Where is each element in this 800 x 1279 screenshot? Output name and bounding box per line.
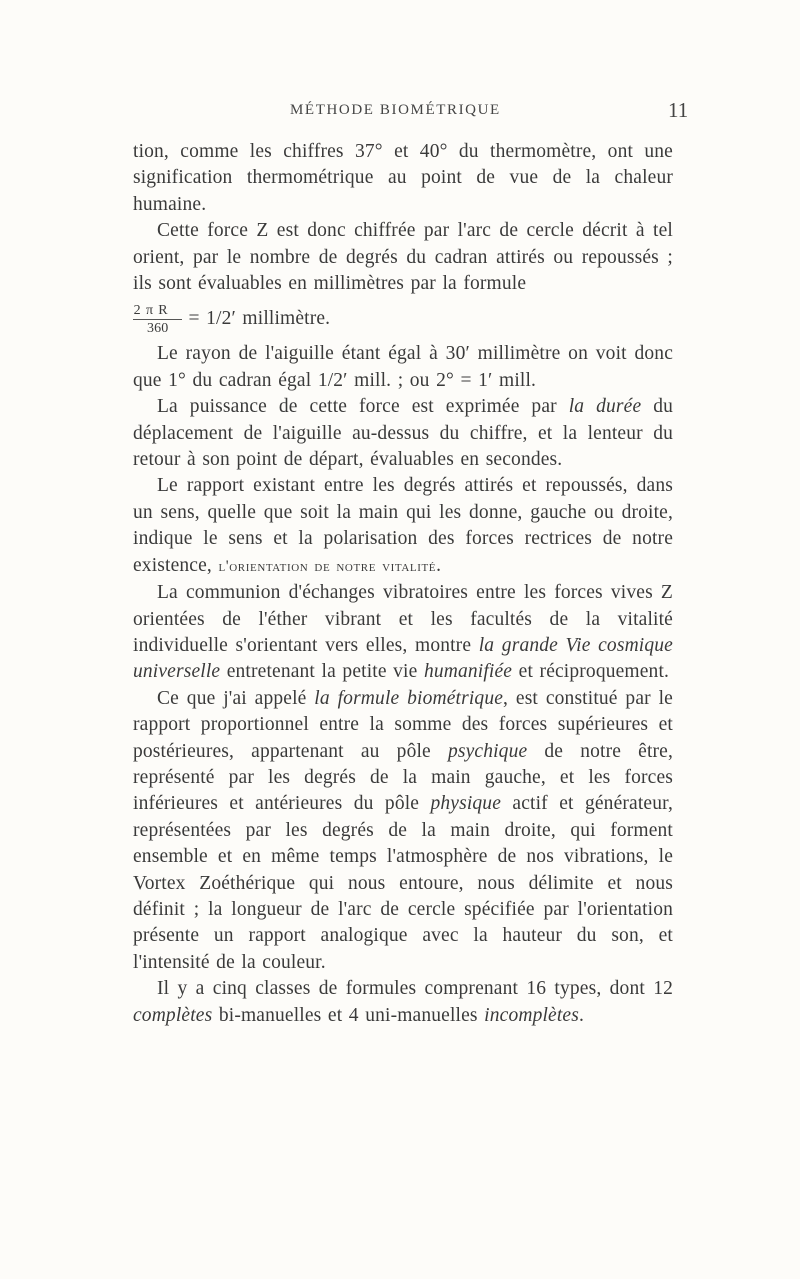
paragraph-8-text-b: bi-manuelles et 4 uni-manuelles <box>212 1004 485 1026</box>
paragraph-7-text-a: Ce que j'ai appelé <box>157 687 315 709</box>
paragraph-5-text-b: . <box>436 554 442 576</box>
paragraph-5 <box>133 473 673 580</box>
page-number: 11 <box>668 98 689 122</box>
paragraph-6-text-b: entretenant la petite vie <box>220 661 424 683</box>
running-title: MÉTHODE BIOMÉTRIQUE <box>290 102 501 118</box>
formula-numerator: 2 π R <box>133 302 168 318</box>
running-head <box>0 98 800 126</box>
paragraph-6-text-c: et réciproquement. <box>512 661 670 683</box>
formula-result: = 1/2′ millimètre. <box>188 308 331 330</box>
paragraph-4-text-a: La puissance de cette force est exprimée par <box>157 396 569 418</box>
paragraph-7 <box>133 686 673 976</box>
paragraph-7-text-b: , est constitué par le rapport proportionnel entre la somme des forces supérieures et postérieures, appartenant au pôle <box>133 687 673 762</box>
paragraph-1: tion, comme les chiffres 37° et 40° du thermomètre, ont une signification thermométrique au point de vue de la chaleur humaine. <box>133 141 673 215</box>
emphasis-physique: physique <box>430 793 502 815</box>
paragraph-7-text-c: de notre être, représenté par les degrés de la main gauche, et les forces inférieures et antérieures du pôle <box>133 740 673 815</box>
emphasis-completes: complètes <box>133 1004 213 1026</box>
emphasis-psychique: psychique <box>447 740 528 762</box>
emphasis-formule-biometrique: la formule biométrique <box>314 687 504 709</box>
paragraph-6 <box>133 580 673 686</box>
paragraph-8-text-a: Il y a cinq classes de formules comprenant 16 types, dont 12 <box>157 978 673 1000</box>
body-text <box>133 139 673 1029</box>
paragraph-4 <box>133 394 673 473</box>
emphasis-humanifiee: humanifiée <box>423 661 513 683</box>
paragraph-2: Cette force Z est donc chiffrée par l'arc de cercle décrit à tel orient, par le nombre de degrés du cadran attirés ou repoussés ; ils sont évaluables en millimètres par la formule <box>133 220 673 295</box>
small-caps-orientation: l'orientation de notre vitalité <box>218 557 437 575</box>
emphasis-la-duree: la durée <box>568 396 642 418</box>
paragraph-3: Le rayon de l'aiguille étant égal à 30′ millimètre on voit donc que 1° du cadran égal 1/2′ mill. ; ou 2° = 1′ mill. <box>133 343 673 391</box>
paragraph-7-text-d: actif et générateur, représentées par les degrés de la main droite, qui forment ensemble et en même temps l'atmosphère de nos vibrations, le Vortex Zoéthérique qui nous entoure, nous délimite et nous définit ; la longueur de l'arc de cercle spécifiée par l'orientation présente un rapport analogique avec la hauteur du son, et l'intensité de la couleur. <box>133 793 673 973</box>
formula-denominator: 360 <box>133 319 182 336</box>
emphasis-incompletes: incomplètes <box>484 1004 579 1026</box>
formula <box>133 297 673 341</box>
paragraph-4-text-b: du déplacement de l'aiguille au-dessus du chiffre, et la lenteur du retour à son point de départ, évaluables en secondes. <box>133 396 673 471</box>
paragraph-8 <box>133 976 673 1029</box>
paragraph-6-text-a: La communion d'échanges vibratoires entre les forces vives Z orientées de l'éther vibrant et les facultés de la vitalité individuelle s'orientant vers elles, montre <box>133 582 673 656</box>
paragraph-8-text-c: . <box>578 1004 584 1026</box>
formula-fraction <box>133 303 182 336</box>
paragraph-5-text-a: Le rapport existant entre les degrés attirés et repoussés, dans un sens, quelle que soit la main qui les donne, gauche ou droite, indique le sens et la polarisation des forces rectrices de notre existence, <box>133 475 673 576</box>
emphasis-grande-vie: la grande Vie cosmique universelle <box>133 634 673 683</box>
